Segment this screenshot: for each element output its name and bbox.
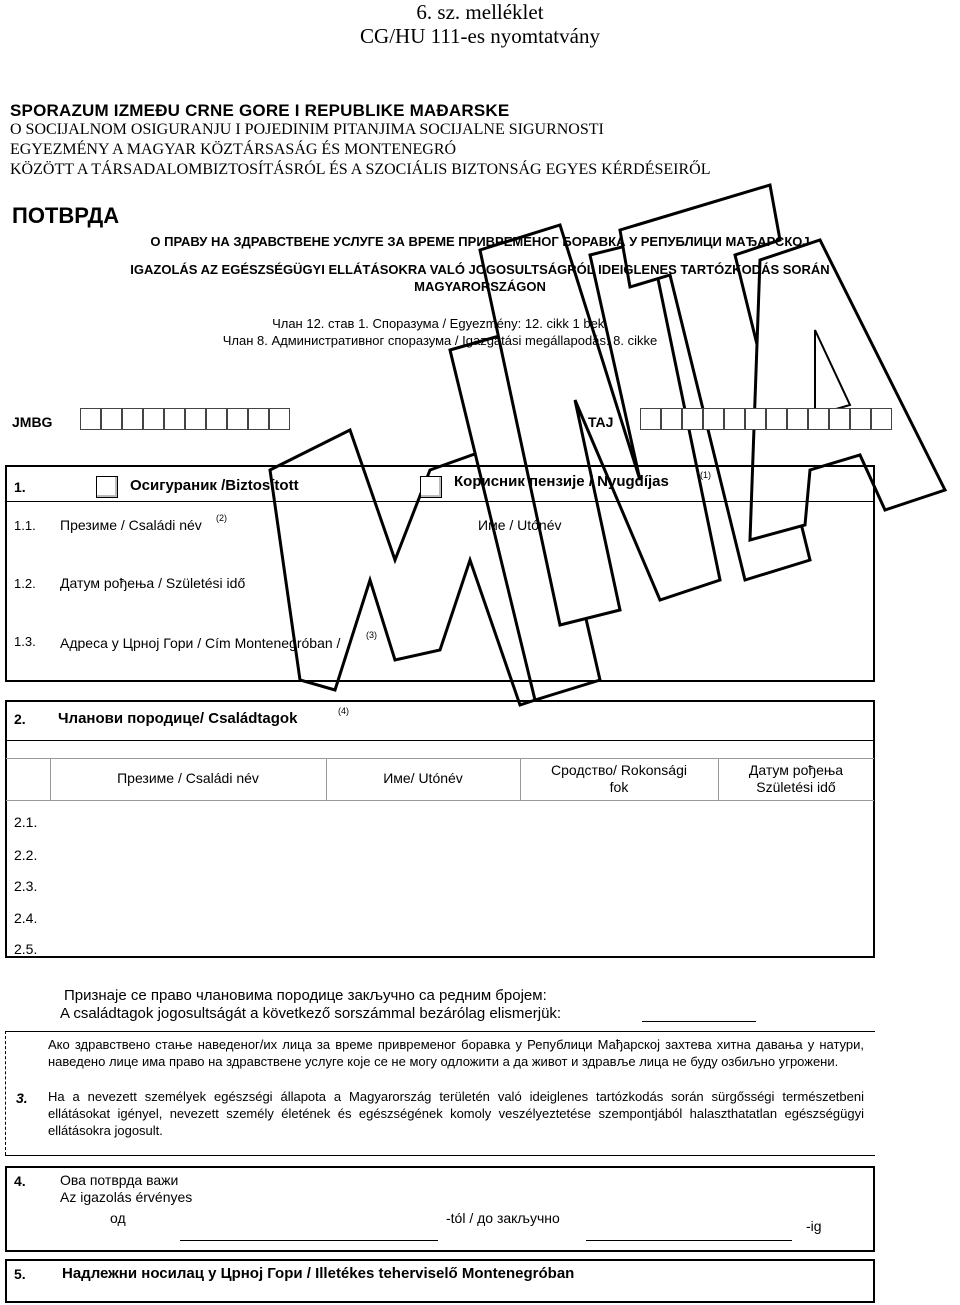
id-digit-cell[interactable] [682, 408, 703, 430]
section-1-number: 1. [14, 479, 26, 495]
valid-until-field[interactable] [586, 1240, 792, 1241]
pensioner-footnote: (1) [700, 470, 711, 480]
id-digit-cell[interactable] [829, 408, 850, 430]
id-digit-cell[interactable] [122, 408, 143, 430]
section-3-number: 3. [16, 1090, 28, 1106]
agreement-line3: EGYEZMÉNY A MAGYAR KÖZTÁRSASÁG ÉS MONTENEGRÓ [10, 141, 457, 158]
address-footnote: (3) [366, 630, 377, 640]
id-digit-cell[interactable] [143, 408, 164, 430]
col-relationship-header-2: fok [609, 779, 629, 795]
section-2-number: 2. [14, 711, 26, 727]
section-5-number: 5. [14, 1266, 26, 1282]
id-digit-cell[interactable] [661, 408, 682, 430]
valid-from-field[interactable] [180, 1240, 438, 1241]
family-row-number: 2.3. [14, 878, 38, 894]
id-digit-cell[interactable] [871, 408, 892, 430]
id-digit-cell[interactable] [164, 408, 185, 430]
row-1-1-number: 1.1. [14, 518, 36, 533]
subtitle-hungarian-2: MAGYARORSZÁGON [414, 279, 546, 294]
birth-date-label: Датум рођења / Születési idő [60, 575, 246, 591]
recognition-number-field[interactable] [642, 1021, 756, 1022]
id-digit-cell[interactable] [640, 408, 661, 430]
id-digit-cell[interactable] [269, 408, 290, 430]
annex-label: 6. sz. melléklet [416, 0, 544, 24]
id-digit-cell[interactable] [185, 408, 206, 430]
id-digit-cell[interactable] [808, 408, 829, 430]
given-name-label: Име / Utónév [478, 517, 562, 533]
pensioner-label: Корисник пензије / Nyugdíjas [454, 473, 669, 490]
legal-reference-2: Члан 8. Административног споразума / Igazgatási megállapodás: 8. cikke [222, 333, 658, 348]
family-members-footnote: (4) [338, 706, 349, 716]
taj-label: TAJ [588, 414, 614, 430]
document-title: ПОТВРДА [12, 203, 120, 228]
valid-from-label: од [110, 1210, 126, 1226]
id-digit-cell[interactable] [703, 408, 724, 430]
family-row-number: 2.4. [14, 910, 38, 926]
id-digit-cell[interactable] [248, 408, 269, 430]
agreement-line2: O SOCIJALNOM OSIGURANJU I POJEDINIM PITANJIMA SOCIJALNE SIGURNOSTI [10, 121, 604, 138]
jmbg-label: JMBG [12, 414, 53, 430]
family-members-title: Чланови породице/ Családtagok [58, 710, 298, 727]
id-digit-cell[interactable] [227, 408, 248, 430]
section-4-number: 4. [14, 1173, 26, 1189]
col-birth-date-header-1: Датум рођења [748, 762, 844, 778]
col-given-name-header: Име/ Utónév [383, 770, 463, 786]
family-row-number: 2.2. [14, 847, 38, 863]
col-birth-date-header-2: Születési idő [756, 779, 836, 795]
agreement-line4: KÖZÖTT A TÁRSADALOMBIZTOSÍTÁSRÓL ÉS A SZOCIÁLIS BIZTONSÁG EGYES KÉRDÉSEIRŐL [10, 161, 711, 178]
agreement-line1: SPORAZUM IZMEĐU CRNE GORE I REPUBLIKE MAĐARSKE [10, 101, 510, 120]
legal-reference-1: Члан 12. став 1. Споразума / Egyezmény: 12. cikk 1 bek. [272, 316, 608, 331]
id-digit-cell[interactable] [745, 408, 766, 430]
section-3-text-hungarian: Ha a nevezett személyek egészségi állapota a Magyarország területén való ideiglenes tartózkodás során sürgősségi természetbeni ellátásokat igényel, nevezett személy életének és egészségének komoly veszélyeztetése szempontjából halaszthatatlan egészségügyi ellátásokra jogosult. [48, 1089, 864, 1138]
row-1-3-number: 1.3. [14, 634, 36, 649]
recognition-text-cyrillic: Признаје се право члановима породице закључно са редним бројем: [64, 987, 547, 1004]
valid-suffix-label: -ig [806, 1218, 822, 1234]
surname-label: Презиме / Családi név [60, 517, 202, 533]
id-digit-cell[interactable] [724, 408, 745, 430]
col-relationship-header-1: Сродство/ Rokonsági [551, 762, 687, 778]
section-3-text-cyrillic: Ако здравствено стање наведеног/их лица за време привременог боравка у Републици Мађарској захтева хитна давања у натури, наведено лице има право на здравствене услуге које се не могу одложити а да живот и здравље лица не буду озбиљно угрожени. [48, 1037, 864, 1069]
recognition-text-hungarian: A családtagok jogosultságát a következő sorszámmal bezárólag elismerjük: [60, 1005, 562, 1022]
valid-label-cyrillic: Ова потврда важи [60, 1172, 179, 1188]
row-1-2-number: 1.2. [14, 576, 36, 591]
insured-checkbox[interactable] [96, 476, 118, 498]
surname-footnote: (2) [216, 513, 227, 523]
competent-institution-title: Надлежни носилац у Црној Гори / Illetékes teherviselő Montenegróban [62, 1265, 575, 1282]
valid-until-label: -tól / до закључно [446, 1210, 560, 1226]
form-id: CG/HU 111-es nyomtatvány [360, 24, 600, 48]
col-surname-header: Презиме / Családi név [117, 770, 259, 786]
id-digit-cell[interactable] [850, 408, 871, 430]
family-row-number: 2.1. [14, 814, 38, 830]
pensioner-checkbox[interactable] [420, 476, 442, 498]
subtitle-hungarian-1: IGAZOLÁS AZ EGÉSZSÉGÜGYI ELLÁTÁSOKRA VALÓ JOGOSULTSÁGRÓL IDEIGLENES TARTÓZKODÁS SORÁN [130, 262, 830, 277]
family-row-number: 2.5. [14, 941, 38, 957]
valid-label-hungarian: Az igazolás érvényes [60, 1189, 193, 1205]
id-digit-cell[interactable] [80, 408, 101, 430]
id-digit-cell[interactable] [766, 408, 787, 430]
id-digit-cell[interactable] [101, 408, 122, 430]
address-label: Адреса у Црној Гори / Cím Montenegróban / [60, 635, 341, 651]
subtitle-cyrillic: О ПРАВУ НА ЗДРАВСТВЕНЕ УСЛУГЕ ЗА ВРЕМЕ ПРИВРЕМЕНОГ БОРАВКА У РЕПУБЛИЦИ МАЂАРСКОЈ [150, 234, 810, 249]
id-digit-cell[interactable] [206, 408, 227, 430]
insured-label: Осигураник /Biztosított [130, 477, 299, 494]
id-digit-cell[interactable] [787, 408, 808, 430]
section-2-box [5, 700, 875, 958]
